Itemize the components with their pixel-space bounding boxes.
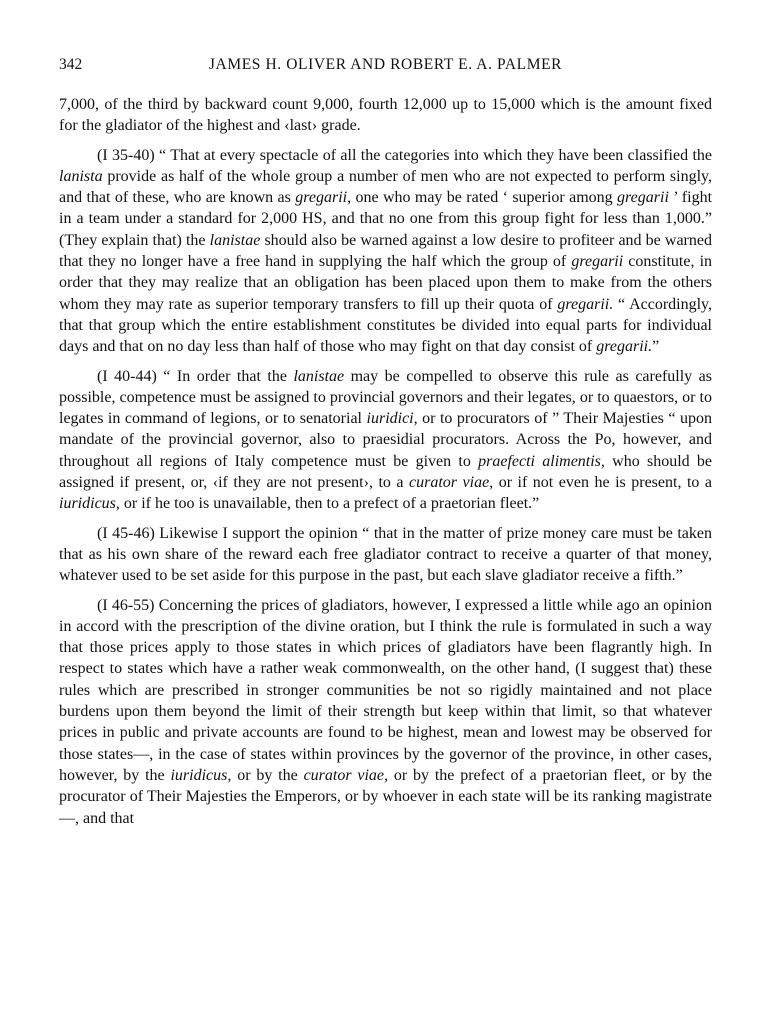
body-text [59,94,712,829]
italic-term: gregarii [571,253,624,271]
text-run: or if he too is unavailable, then to a prefect of a praetorian fleet.” [119,495,540,513]
text-run: (I 46-55) Concerning the prices of gladiators, however, I expressed a little while ago an opinion in accord with the prescription of the divine oration, but I think the rule is formulated in such a way that those prices apply to those states in which prices of gladiators have been flagrantly high. In respect to states which have a rather weak commonwealth, on the other hand, (I suggest that) these rules which are prescribed in stronger communities be not so rigidly maintained and not place burdens upon them beyond the limit of their strength but keep within that limit, so that whatever prices in public and private accounts are found to be highest, mean and lowest may be observed for those states—, in the case of states within provinces by the governor of the province, in other cases, however, by the [59,596,712,784]
italic-term: gregarii [617,189,669,207]
paragraph [59,366,712,515]
italic-term: iuridicus, [170,766,232,784]
text-run: (I 35-40) “ That at every spectacle of all the categories into which they have been classified the [97,146,712,164]
text-run: or to procurators of ” Their Majesties “ upon mandate of the provincial governor, also to praesidial procurators. Across the Po, however, and throughout all regions of Italy competence must be given to [59,410,713,470]
page-number: 342 [59,56,83,73]
running-header [59,56,712,80]
italic-term: iuridici, [366,410,418,428]
text-run: should also be warned against a low desire to profiteer and be warned that they no longer have a free hand in supplying the half which the group of [59,231,712,271]
text-run: one who may be rated ‘ superior among [351,189,618,207]
paragraph [59,145,712,358]
running-title: JAMES H. OLIVER AND ROBERT E. A. PALMER [208,56,563,73]
text-run: who should be assigned if present, or, ‹if they are not present›, to a [59,452,713,492]
italic-term: lanistae [209,231,261,249]
text-run: ” [652,338,660,356]
text-run: (I 45-46) Likewise I support the opinion “ that in the matter of prize money care must be taken that as his own share of the reward each free gladiator contract to receive a quarter of that money, whatever used to be set aside for this purpose in the past, but each slave gladiator receive a fifth.” [59,524,712,585]
text-run: or if not even he is present, to a [493,474,713,492]
text-run: or by the [231,766,304,784]
text-run: (I 40-44) “ In order that the [97,367,294,385]
text-run: may be compelled to observe this rule as carefully as possible, competence must be assigned to provincial governors and their legates, or to quaestors, or to legates in command of legions, or to senatorial [59,367,712,428]
document-page [59,56,712,837]
paragraph [59,595,712,829]
paragraph [59,94,712,137]
italic-term: lanista [59,167,103,185]
text-run: ’ fight in a team under a standard for 2,000 HS, and that no one from this group fight for less than 1,000.” (They explain that) the [59,189,713,249]
text-run: “ Accordingly, that that group which the entire establishment constitutes be divided into equal parts for individual days and that on no day less than half of those who may fight on that day consist of [59,295,713,356]
paragraph [59,523,712,587]
italic-term: praefecti alimentis, [478,452,605,470]
italic-term: iuridicus, [59,495,120,513]
text-run: constitute, in order that they may realize that an obligation has been placed upon them to make from the others whom they may rate as superior temporary transfers to fill up their quota of [59,253,713,313]
text-run: or by the prefect of a praetorian fleet, or by the procurator of Their Majesties the Emperors, or by whoever in each state will be its ranking magistrate—, and that [59,766,713,827]
italic-term: gregarii, [295,189,352,207]
italic-term: gregarii. [557,295,614,313]
text-run: 7,000, of the third by backward count 9,000, fourth 12,000 up to 15,000 which is the amount fixed for the gladiator of the highest and ‹last› grade. [59,96,712,135]
italic-term: gregarii. [596,338,653,356]
text-run: provide as half of the whole group a number of men who are not expected to perform singly, and that of these, who are known as [59,167,712,207]
italic-term: curator viae, [303,766,389,784]
italic-term: curator viae, [409,474,494,492]
italic-term: lanistae [293,367,345,385]
